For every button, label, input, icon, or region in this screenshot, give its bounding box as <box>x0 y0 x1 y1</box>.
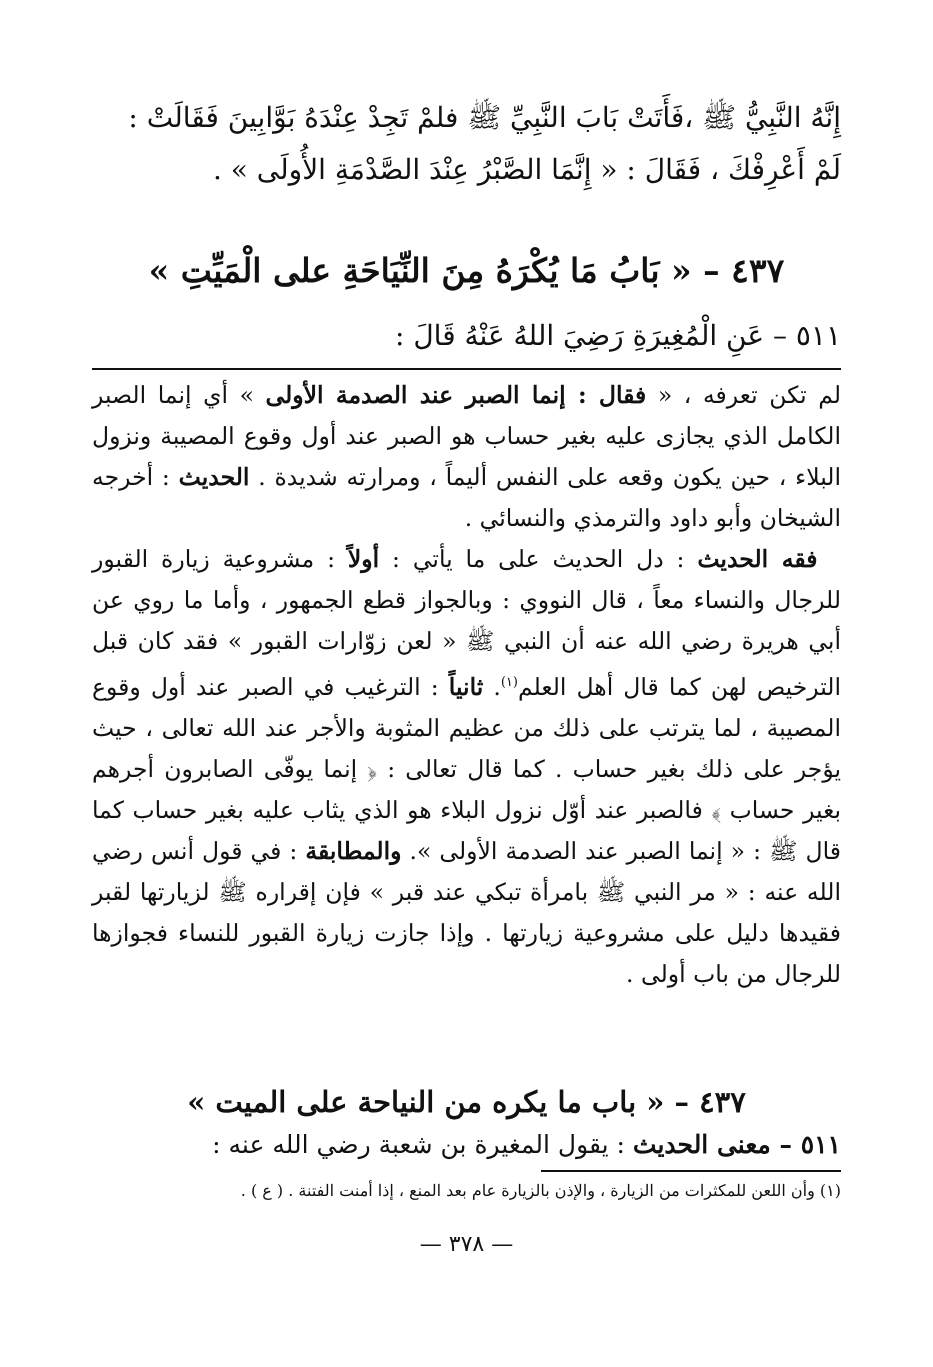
hadith-text <box>92 92 841 196</box>
narration-intro: ٥١١ – عَنِ الْمُغِيرَةِ رَضِيَ اللهُ عَنْهُ قَالَ : <box>394 319 841 352</box>
commentary-text: لم تكن تعرفه ، « <box>646 381 841 409</box>
commentary-text: : مشروعية زيارة القبور للرجال والنساء معاً ، قال النووي : وبالجواز قطع الجمهور ، وأما ما روي عن أبي هريرة رضي الله عنه أن النبي ﷺ « لعن زوّارات القبور » فقد كان قبل الترخيص لهن كما قال أهل العلم <box>92 545 841 701</box>
commentary-term-correspondence: والمطابقة <box>305 836 402 865</box>
commentary-text: : دل الحديث على ما يأتي : <box>379 545 698 573</box>
hadith-line-2: لَمْ أَعْرِفْكَ ، فَقَالَ : « إِنَّمَا الصَّبْرُ عِنْدَ الصَّدْمَةِ الأُولَى » . <box>212 153 841 186</box>
commentary-term-hadith: الحديث <box>178 463 250 491</box>
meaning-text: : يقول المغيرة بن شعبة رضي الله عنه : <box>212 1130 633 1159</box>
commentary-term-second: ثانياً <box>448 672 484 701</box>
commentary <box>92 375 841 995</box>
commentary-term-fiqh: فقه الحديث <box>697 545 818 573</box>
page-number: — ٣٧٨ — <box>419 1232 514 1257</box>
commentary-text: » أي إنما الصبر الكامل الذي يجازى عليه بغير حساب هو الصبر عند أول وقوع المصيبة ونزول البلاء ، حين يكون وقعه على النفس أليماً ، ومرارته شديدة . <box>92 381 841 491</box>
commentary-text: . <box>483 672 501 701</box>
section-divider <box>92 368 841 370</box>
commentary-text: : الترغيب في الصبر عند أول وقوع المصيبة ، لما يترتب على ذلك من عظيم المثوبة والأجر عند الله تعالى ، حيث يؤجر على ذلك بغير حساب . كما قال تعالى : ﴿ إنما يوفّى الصابرون أجرهم بغير حساب ﴾ فالصبر عند أوّل نزول البلاء هو الذي يثاب عليه بغير حساب كما قال ﷺ : « إنما الصبر عند الصدمة الأولى ». <box>92 672 841 865</box>
commentary-quote-bold: فقال : إنما الصبر عند الصدمة الأولى <box>265 381 647 409</box>
commentary-paragraph-1 <box>92 375 841 539</box>
footnote-reference: (١) <box>500 675 518 690</box>
footnote: (١) وأن اللعن للمكثرات من الزيارة ، والإذن بالزيارة عام بعد المنع ، إذا أمنت الفتنة . ( ع ) . <box>240 1181 841 1200</box>
commentary-term-first: أولاً <box>347 545 380 573</box>
commentary-text: : في قول أنس رضي الله عنه : « مر النبي ﷺ بامرأة تبكي عند قبر » فإن إقراره ﷺ لزيارتها لقبر فقيدها دليل على مشروعية زيارتها . وإذا جازت زيارة القبور للنساء فجوازها للرجال من باب أولى . <box>92 836 841 988</box>
meaning-line <box>92 1124 841 1166</box>
footnote-divider <box>541 1170 841 1172</box>
commentary-paragraph-2 <box>92 539 841 995</box>
commentary-text: : أخرجه الشيخان وأبو داود والترمذي والنسائي . <box>92 463 841 532</box>
chapter-heading: ٤٣٧ – « بَابُ مَا يُكْرَهُ مِنَ النِّيَاحَةِ على الْمَيِّتِ » <box>148 251 785 290</box>
hadith-line-1: إِنَّهُ النَّبِيُّ ﷺ ،فَأَتَتْ بَابَ النَّبِيِّ ﷺ فلمْ تَجِدْ عِنْدَهُ بَوَّابِينَ فَقَالَتْ : <box>128 101 841 134</box>
chapter-heading-repeat: ٤٣٧ – « باب ما يكره من النياحة على الميت » <box>187 1085 746 1119</box>
meaning-label: ٥١١ – معنى الحديث <box>632 1130 841 1159</box>
